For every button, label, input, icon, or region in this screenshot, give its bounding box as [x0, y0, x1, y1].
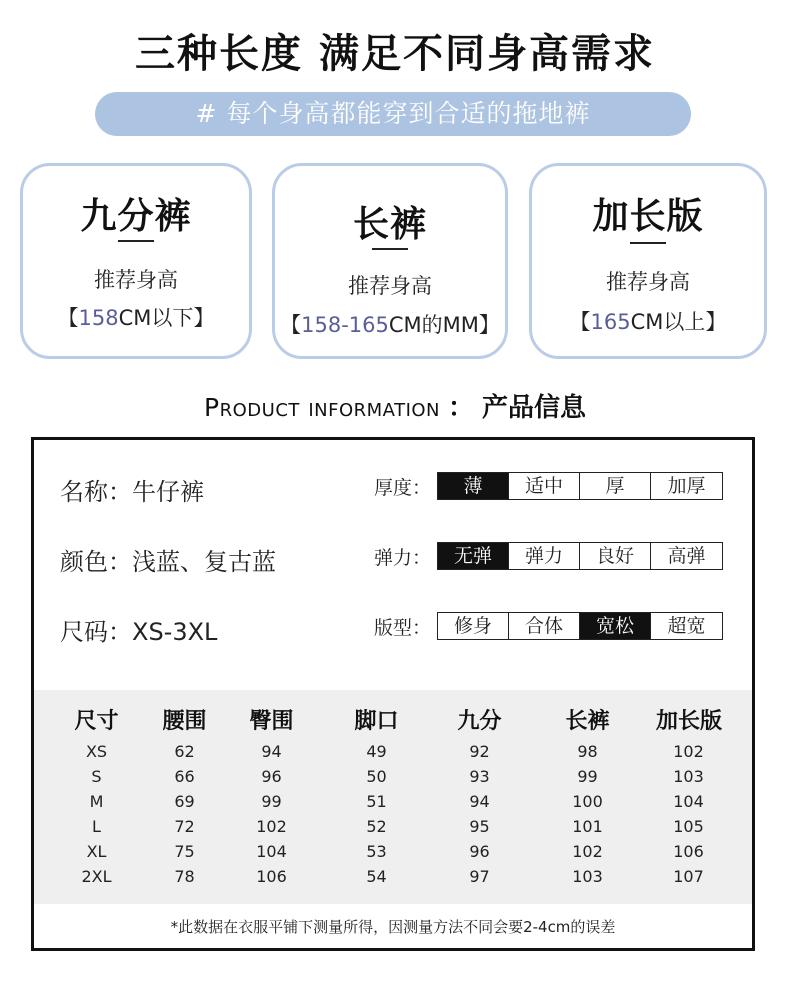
card-divider — [372, 248, 408, 250]
attr-label: 弹力： — [374, 547, 432, 569]
product-info-heading — [0, 387, 790, 424]
table-cell: 100 — [572, 792, 603, 811]
bracket-close: 】 — [478, 313, 500, 337]
table-cell: M — [89, 792, 104, 811]
spec-color: 颜色：浅蓝、复古蓝 — [60, 548, 276, 576]
attr-option: 厚 — [580, 473, 651, 499]
table-cell: 96 — [261, 767, 282, 786]
card-divider — [630, 242, 666, 244]
table-cell: 94 — [261, 742, 282, 761]
table-cell: 106 — [673, 842, 704, 861]
subtitle-banner: # 每个身高都能穿到合适的拖地裤 — [95, 92, 691, 136]
bracket-open: 【 — [569, 310, 591, 334]
attr-option: 修身 — [438, 613, 509, 639]
height-suffix: CM以下 — [118, 306, 194, 330]
product-info-label-en: Product information — [204, 393, 441, 422]
bracket-open: 【 — [57, 306, 79, 330]
attr-option: 超宽 — [667, 615, 706, 637]
attr-option: 良好 — [580, 543, 651, 569]
table-cell: 94 — [469, 792, 490, 811]
table-cell: 104 — [673, 792, 704, 811]
size-header-cell: 尺寸 — [74, 709, 119, 734]
table-cell: 75 — [174, 842, 195, 861]
table-cell: 53 — [366, 842, 387, 861]
height-number: 158 — [78, 306, 119, 330]
page-title: 三种长度 满足不同身高需求 — [135, 31, 655, 77]
bracket-close: 】 — [193, 306, 215, 330]
attr-option: 无弹 — [438, 543, 509, 569]
table-cell: S — [91, 767, 102, 786]
size-header-cell: 臀围 — [249, 709, 294, 734]
table-cell: 66 — [174, 767, 195, 786]
length-card-extended — [529, 163, 767, 359]
table-cell: XL — [86, 842, 107, 861]
table-cell: 93 — [469, 767, 490, 786]
attr-option: 合体 — [509, 613, 580, 639]
height-suffix: CM以上 — [630, 310, 706, 334]
size-header-cell: 加长版 — [655, 709, 722, 734]
table-cell: 62 — [174, 742, 195, 761]
attr-row-elasticity — [374, 540, 754, 570]
table-cell: 98 — [577, 742, 598, 761]
table-cell: 102 — [256, 817, 287, 836]
length-card-long — [272, 163, 508, 359]
attr-option: 弹力 — [509, 543, 580, 569]
card-recommend-label: 推荐身高 — [606, 270, 690, 294]
table-cell: 99 — [577, 767, 598, 786]
table-cell: 72 — [174, 817, 195, 836]
table-cell: 54 — [366, 867, 387, 886]
product-info-box — [31, 437, 755, 951]
card-recommend-label: 推荐身高 — [94, 268, 178, 292]
table-cell: 78 — [174, 867, 195, 886]
card-title: 九分裤 — [80, 196, 192, 237]
attr-options — [437, 612, 723, 640]
height-suffix: CM的MM — [388, 313, 479, 337]
card-title: 加长版 — [592, 196, 704, 237]
card-height-range — [532, 306, 764, 336]
table-cell: 95 — [469, 817, 490, 836]
product-info-separator: ： — [447, 393, 474, 423]
table-cell: 106 — [256, 867, 287, 886]
table-cell: 96 — [469, 842, 490, 861]
table-cell: L — [92, 817, 101, 836]
height-number: 158-165 — [301, 313, 389, 337]
card-height-range — [23, 302, 249, 332]
attr-option: 薄 — [438, 473, 509, 499]
table-cell: 97 — [469, 867, 490, 886]
spec-name: 名称：牛仔裤 — [60, 478, 204, 506]
card-divider — [118, 240, 154, 242]
attr-option: 加厚 — [667, 475, 706, 497]
attr-label: 版型： — [374, 617, 432, 639]
bracket-open: 【 — [280, 313, 302, 337]
length-card-cropped — [20, 163, 252, 359]
table-cell: 101 — [572, 817, 603, 836]
table-cell: 49 — [366, 742, 387, 761]
table-cell: 103 — [673, 767, 704, 786]
measurement-note: *此数据在衣服平铺下测量所得，因测量方法不同会要2-4cm的误差 — [170, 918, 616, 936]
attr-options — [437, 542, 723, 570]
attr-option: 适中 — [509, 473, 580, 499]
table-cell: 50 — [366, 767, 387, 786]
table-cell: 105 — [673, 817, 704, 836]
attr-options — [437, 472, 723, 500]
table-cell: 2XL — [81, 867, 112, 886]
product-info-label-cn: 产品信息 — [481, 393, 586, 423]
spec-size: 尺码：XS-3XL — [60, 618, 218, 646]
attr-option: 宽松 — [580, 613, 651, 639]
table-cell: 51 — [366, 792, 387, 811]
bracket-close: 】 — [705, 310, 727, 334]
size-header-cell: 长裤 — [565, 709, 610, 734]
attr-row-fit — [374, 610, 754, 640]
attr-label: 厚度： — [374, 477, 432, 499]
size-header-cell: 腰围 — [162, 709, 207, 734]
table-cell: 69 — [174, 792, 195, 811]
size-header-cell: 脚口 — [354, 709, 399, 734]
table-cell: 107 — [673, 867, 704, 886]
height-number: 165 — [590, 310, 631, 334]
attr-option: 高弹 — [667, 545, 706, 567]
table-cell: XS — [85, 742, 108, 761]
card-height-range — [275, 309, 505, 339]
table-cell: 102 — [572, 842, 603, 861]
table-cell: 52 — [366, 817, 387, 836]
table-cell: 92 — [469, 742, 490, 761]
table-cell: 99 — [261, 792, 282, 811]
card-recommend-label: 推荐身高 — [348, 274, 432, 298]
size-header-cell: 九分 — [457, 709, 502, 734]
attr-row-thickness — [374, 470, 754, 500]
table-cell: 104 — [256, 842, 287, 861]
card-title: 长裤 — [352, 204, 427, 245]
table-cell: 103 — [572, 867, 603, 886]
table-cell: 102 — [673, 742, 704, 761]
